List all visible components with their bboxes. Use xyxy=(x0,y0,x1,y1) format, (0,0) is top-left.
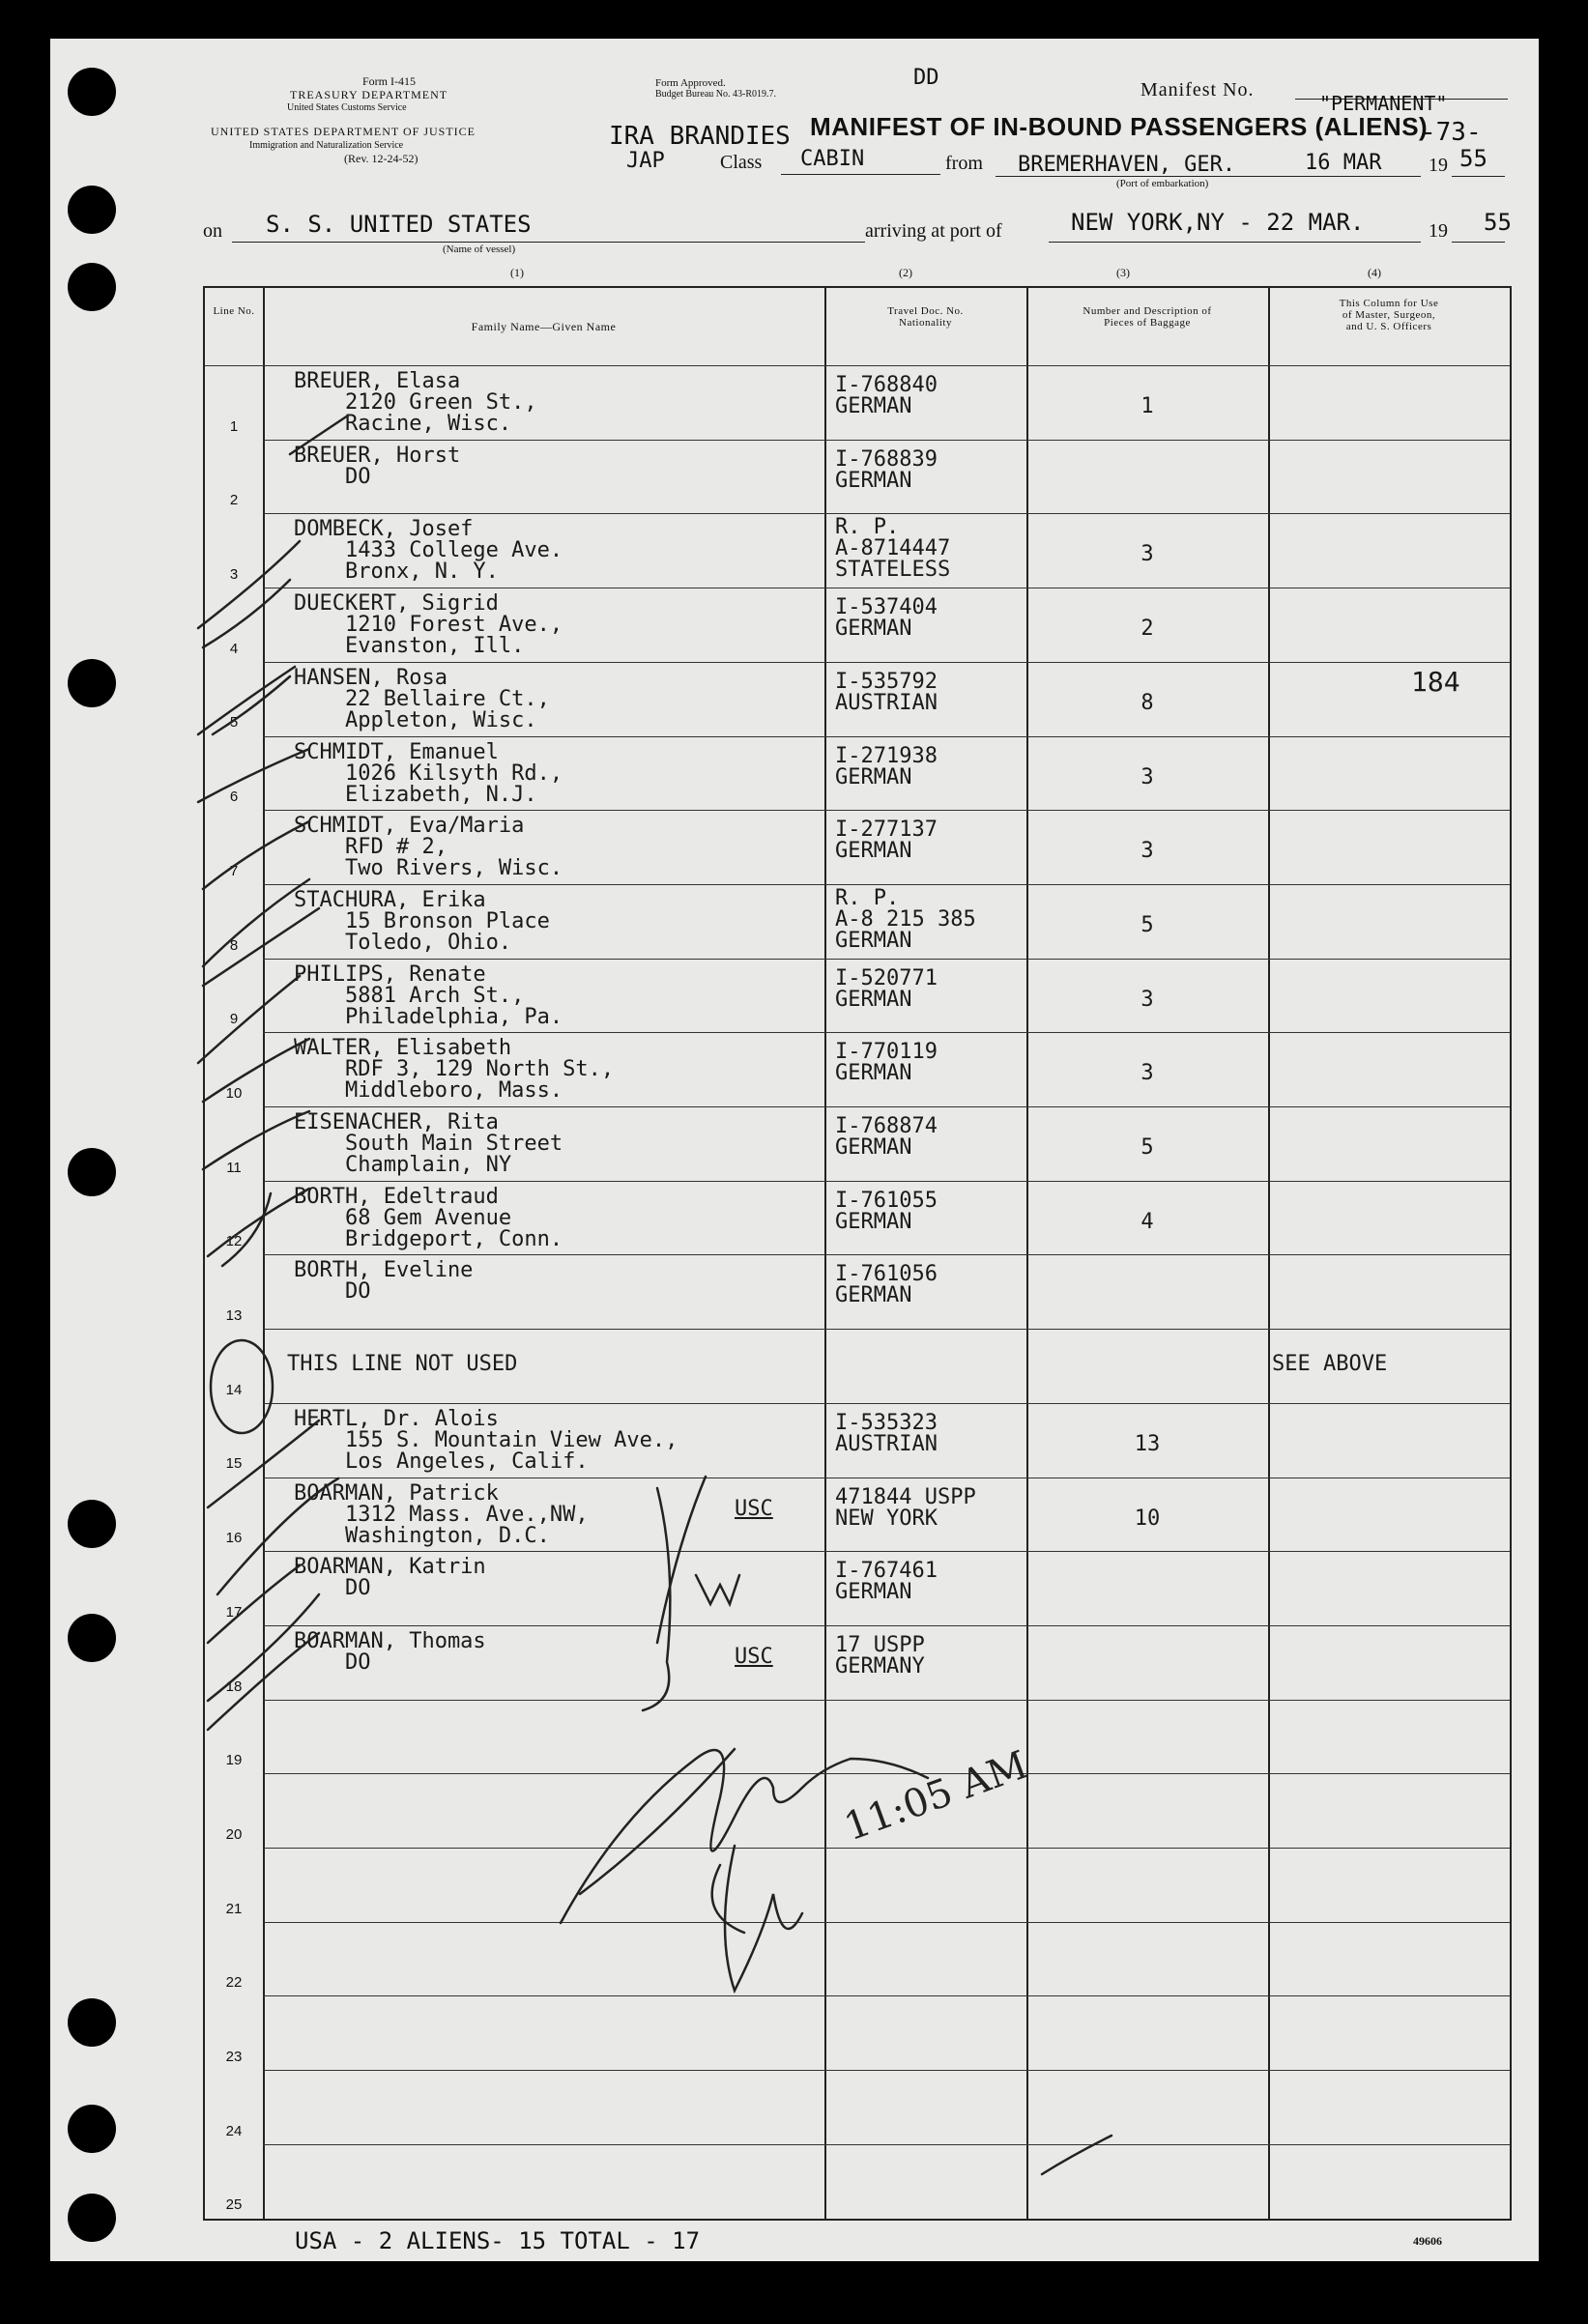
col-header-doc xyxy=(824,305,1026,329)
dd-stamp: DD xyxy=(913,66,939,90)
usc-mark: USC xyxy=(735,1644,773,1669)
line-number: 17 xyxy=(225,1603,243,1621)
col-num-4: (4) xyxy=(1368,266,1381,279)
col-header-bag-line2: Pieces of Baggage xyxy=(1104,317,1191,329)
binder-hole xyxy=(68,1998,116,2047)
form-code: 49606 xyxy=(1413,2234,1442,2248)
line-number: 5 xyxy=(229,714,239,732)
passenger-name-address: DUECKERT, Sigrid 1210 Forest Ave., Evanston, Ill. xyxy=(294,591,563,659)
travel-doc-nationality: I-520771 GERMAN xyxy=(835,965,938,1012)
line-number: 21 xyxy=(225,1900,243,1917)
travel-doc-nationality: I-768840 GERMAN xyxy=(835,373,938,418)
baggage-count: 5 xyxy=(1140,1135,1154,1160)
travel-doc-nationality: I-277137 GERMAN xyxy=(835,818,938,864)
budget-bureau: Budget Bureau No. 43-R019.7. xyxy=(655,89,776,100)
passenger-name-address: BOARMAN, Katrin DO xyxy=(294,1555,486,1601)
port-caption: (Port of embarkation) xyxy=(1116,178,1209,189)
travel-doc-nationality: I-761056 GERMAN xyxy=(835,1262,938,1308)
col-header-officers xyxy=(1268,298,1510,332)
from-date: 16 MAR xyxy=(1305,151,1382,175)
passenger-name-address: EISENACHER, Rita South Main Street Champlain, NY xyxy=(294,1110,563,1177)
travel-doc-nationality: I-767461 GERMAN xyxy=(835,1559,938,1605)
line-number: 15 xyxy=(225,1455,243,1473)
manifest-no-value: "PERMANENT" xyxy=(1319,92,1448,115)
travel-doc-nationality: I-535792 AUSTRIAN xyxy=(835,669,938,715)
binder-hole xyxy=(68,68,116,116)
baggage-count: 5 xyxy=(1140,912,1154,937)
class-value: CABIN xyxy=(800,147,865,171)
manifest-no-label: Manifest No. xyxy=(1140,79,1255,100)
line-number: 16 xyxy=(225,1530,243,1547)
table-row xyxy=(205,1995,1510,2070)
travel-doc-nationality: I-271938 GERMAN xyxy=(835,743,938,789)
on-label: on xyxy=(203,220,222,242)
baggage-count: 3 xyxy=(1140,987,1154,1012)
table-row xyxy=(205,513,1510,588)
binder-hole xyxy=(68,1614,116,1662)
customs-line: United States Customs Service xyxy=(287,102,407,113)
passenger-name-address: STACHURA, Erika 15 Bronson Place Toledo, Ohio. xyxy=(294,887,550,955)
passenger-name-address: BORTH, Eveline DO xyxy=(294,1258,474,1305)
table-row xyxy=(205,959,1510,1033)
table-row xyxy=(205,2144,1510,2219)
table-row xyxy=(205,810,1510,884)
line-number: 2 xyxy=(229,492,239,509)
from-label: from xyxy=(945,153,983,174)
baggage-count: 10 xyxy=(1134,1506,1161,1531)
line-number: 6 xyxy=(229,789,239,806)
from-year: 55 xyxy=(1459,145,1487,172)
table-row xyxy=(205,440,1510,514)
line-number: 4 xyxy=(229,640,239,657)
table-row xyxy=(205,588,1510,662)
passenger-name-address: HERTL, Dr. Alois 155 S. Mountain View Ave., Los Angeles, Calif. xyxy=(294,1406,679,1474)
justice-line: UNITED STATES DEPARTMENT OF JUSTICE xyxy=(211,125,476,138)
line-number: 13 xyxy=(225,1307,243,1325)
passenger-name-address: BREUER, Elasa 2120 Green St., Racine, Wisc. xyxy=(294,369,537,436)
col-header-doc-line2: Nationality xyxy=(899,317,952,329)
binder-hole xyxy=(68,1500,116,1548)
binder-hole xyxy=(68,659,116,707)
ins-line: Immigration and Naturalization Service xyxy=(249,140,404,151)
manifest-title: MANIFEST OF IN-BOUND PASSENGERS (ALIENS) xyxy=(810,112,1429,141)
binder-hole xyxy=(68,2194,116,2242)
baggage-count: 1 xyxy=(1140,394,1154,418)
line-number: 11 xyxy=(226,1159,242,1176)
binder-hole xyxy=(68,186,116,234)
table-row xyxy=(205,1254,1510,1329)
line-number: 19 xyxy=(225,1752,243,1769)
passenger-name-address: BOARMAN, Thomas DO xyxy=(294,1628,486,1675)
table-row xyxy=(205,365,1510,440)
passenger-table xyxy=(203,286,1512,2221)
table-row xyxy=(205,1551,1510,1625)
baggage-count: 3 xyxy=(1140,542,1154,567)
typed-jap: JAP xyxy=(626,149,665,173)
form-approved: Form Approved. xyxy=(655,77,726,89)
binder-hole xyxy=(68,1148,116,1196)
table-row xyxy=(205,884,1510,959)
line-number: 25 xyxy=(225,2196,243,2214)
table-row xyxy=(205,1106,1510,1181)
passenger-name-address: BORTH, Edeltraud 68 Gem Avenue Bridgeport, Conn. xyxy=(294,1184,563,1251)
travel-doc-nationality: I-768839 GERMAN xyxy=(835,446,938,493)
line-number: 24 xyxy=(225,2122,243,2139)
col-header-use-line3: and U. S. Officers xyxy=(1345,321,1432,332)
passenger-name-address: BOARMAN, Patrick 1312 Mass. Ave.,NW, Washington, D.C. xyxy=(294,1480,589,1548)
table-row xyxy=(205,1329,1510,1403)
passenger-name-address: SCHMIDT, Emanuel 1026 Kilsyth Rd., Elizabeth, N.J. xyxy=(294,739,563,807)
col-num-1: (1) xyxy=(510,266,524,279)
table-row xyxy=(205,1032,1510,1106)
passenger-name-address: BREUER, Horst DO xyxy=(294,443,461,489)
line-number: 1 xyxy=(229,417,239,435)
line-number: 23 xyxy=(225,2049,243,2066)
line-number: 7 xyxy=(229,862,239,879)
arrival-year: 55 xyxy=(1484,209,1512,236)
travel-doc-nationality: R. P. A-8 215 385 GERMAN xyxy=(835,885,976,953)
line-number: 20 xyxy=(225,1825,243,1843)
passenger-name-address: DOMBECK, Josef 1433 College Ave. Bronx, N. Y. xyxy=(294,517,563,585)
line-number: 18 xyxy=(225,1678,243,1695)
travel-doc-nationality: I-537404 GERMAN xyxy=(835,595,938,642)
col-header-bag-line1: Number and Description of xyxy=(1083,305,1212,317)
officer-note: SEE ABOVE xyxy=(1272,1352,1388,1377)
table-row xyxy=(205,736,1510,811)
col-header-doc-line1: Travel Doc. No. xyxy=(887,305,964,317)
table-row xyxy=(205,1922,1510,1996)
travel-doc-nationality: I-768874 GERMAN xyxy=(835,1114,938,1160)
table-row xyxy=(205,1700,1510,1774)
col-header-use-line1: This Column for Use xyxy=(1339,298,1439,309)
from-port: BREMERHAVEN, GER. xyxy=(1018,153,1236,177)
year-prefix-arrival: 19 xyxy=(1429,220,1448,242)
travel-doc-nationality: I-761055 GERMAN xyxy=(835,1188,938,1234)
passenger-name-address: THIS LINE NOT USED xyxy=(287,1352,518,1377)
revision-line: (Rev. 12-24-52) xyxy=(344,152,419,165)
baggage-count: 3 xyxy=(1140,764,1154,789)
travel-doc-nationality: I-770119 GERMAN xyxy=(835,1040,938,1086)
passenger-name-address: SCHMIDT, Eva/Maria RFD # 2, Two Rivers, Wisc. xyxy=(294,814,563,881)
passenger-name-address: HANSEN, Rosa 22 Bellaire Ct., Appleton, Wisc. xyxy=(294,665,550,732)
arriving-label: arriving at port of xyxy=(865,220,1002,242)
table-row xyxy=(205,1625,1510,1700)
line-number: 3 xyxy=(229,566,239,584)
table-row xyxy=(205,1181,1510,1255)
line-number: 10 xyxy=(225,1084,243,1102)
vessel-name: S. S. UNITED STATES xyxy=(266,211,532,238)
year-prefix-from: 19 xyxy=(1429,155,1448,176)
usc-mark: USC xyxy=(735,1496,773,1521)
class-label: Class xyxy=(720,152,763,173)
arrival-port: NEW YORK,NY - 22 MAR. xyxy=(1071,209,1365,236)
officer-note: 184 xyxy=(1411,665,1460,698)
travel-doc-nationality: R. P. A-8714447 STATELESS xyxy=(835,515,951,583)
baggage-count: 3 xyxy=(1140,839,1154,864)
baggage-count: 13 xyxy=(1134,1431,1161,1456)
line-number: 14 xyxy=(225,1381,243,1398)
line-number: 9 xyxy=(229,1011,239,1028)
col-num-2: (2) xyxy=(899,266,912,279)
table-row xyxy=(205,1848,1510,1922)
time-note: 11:05 AM xyxy=(838,1742,1034,1851)
passenger-name-address: WALTER, Elisabeth RDF 3, 129 North St., Middleboro, Mass. xyxy=(294,1036,615,1104)
travel-doc-nationality: 471844 USPP NEW YORK xyxy=(835,1484,976,1531)
line-number: 12 xyxy=(225,1233,243,1250)
baggage-count: 3 xyxy=(1140,1061,1154,1086)
binder-hole xyxy=(68,2105,116,2153)
baggage-count: 8 xyxy=(1140,690,1154,715)
table-row xyxy=(205,1773,1510,1848)
sheet-number: -73- xyxy=(1421,118,1482,147)
baggage-count: 2 xyxy=(1140,617,1154,642)
travel-doc-nationality: I-535323 AUSTRIAN xyxy=(835,1410,938,1456)
passenger-name-address: PHILIPS, Renate 5881 Arch St., Philadelphia, Pa. xyxy=(294,961,563,1029)
baggage-count: 4 xyxy=(1140,1209,1154,1234)
col-header-use-line2: of Master, Surgeon, xyxy=(1342,309,1436,321)
treasury-line: TREASURY DEPARTMENT xyxy=(290,88,448,101)
col-header-baggage xyxy=(1026,305,1268,329)
table-row xyxy=(205,2070,1510,2144)
table-row xyxy=(205,662,1510,736)
form-number: Form I-415 xyxy=(362,74,416,88)
totals-line: USA - 2 ALIENS- 15 TOTAL - 17 xyxy=(295,2227,701,2254)
typed-ira: IRA BRANDIES xyxy=(609,122,791,151)
table-row xyxy=(205,1478,1510,1552)
table-row xyxy=(205,1403,1510,1478)
col-header-name: Family Name—Given Name xyxy=(471,320,617,333)
col-header-line-no: Line No. xyxy=(213,305,255,317)
col-num-3: (3) xyxy=(1116,266,1130,279)
binder-hole xyxy=(68,263,116,311)
line-number: 22 xyxy=(225,1974,243,1992)
line-number: 8 xyxy=(229,936,239,954)
travel-doc-nationality: 17 USPP GERMANY xyxy=(835,1632,925,1678)
vessel-caption: (Name of vessel) xyxy=(443,244,516,255)
